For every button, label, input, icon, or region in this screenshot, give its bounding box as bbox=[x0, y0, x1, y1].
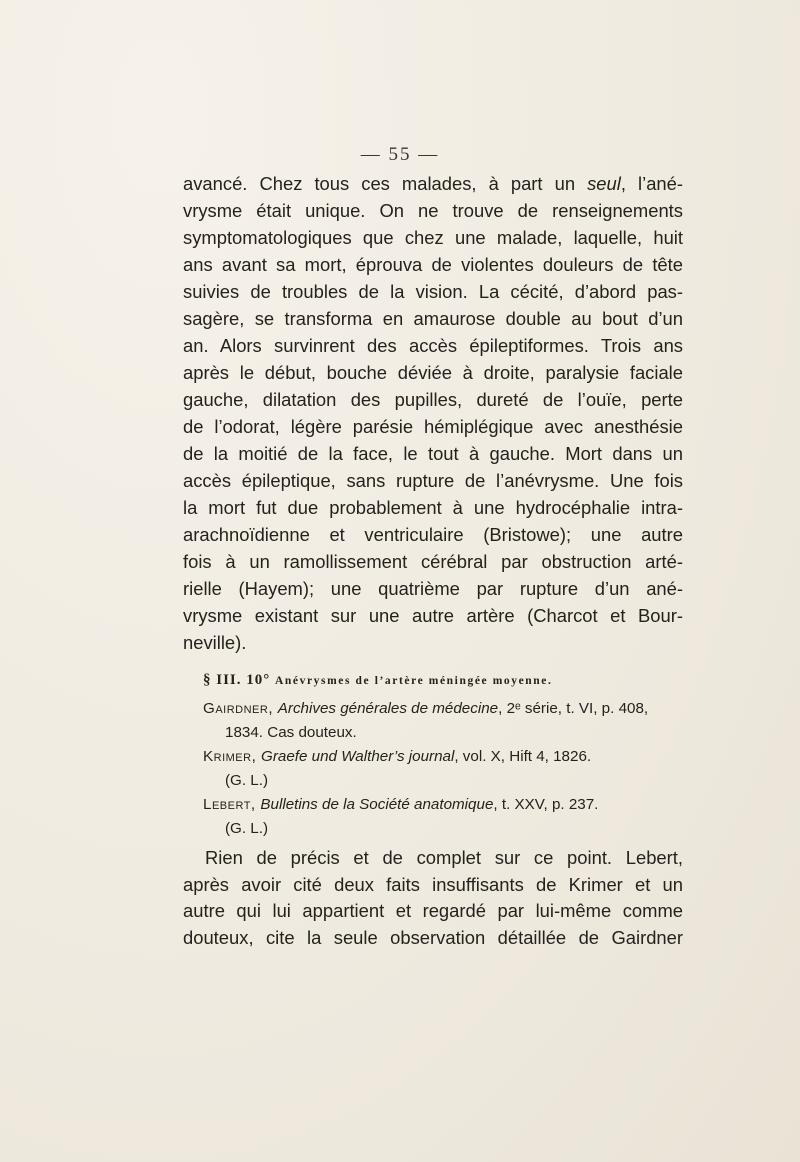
reference-title: Bulletins de la Société anatomique bbox=[260, 796, 494, 813]
text-line: la mort fut due probablement à une hydrocéphalie intra- bbox=[183, 497, 683, 518]
page-number: — 55 — bbox=[360, 144, 440, 165]
text-line: avancé. Chez tous ces malades, à part un seul, l’ané- bbox=[183, 173, 683, 194]
reference-author: Krimer, bbox=[203, 748, 262, 765]
reference-list bbox=[203, 697, 683, 841]
reference-title: Graefe und Walther’s journal bbox=[261, 748, 455, 765]
text-line: rielle (Hayem); une quatrième par rupture d’un ané- bbox=[183, 578, 683, 599]
reference-entry bbox=[203, 697, 683, 745]
text-line: après le début, bouche déviée à droite, paralysie faciale bbox=[183, 362, 683, 383]
text-line: de l’odorat, légère parésie hémiplégique avec anesthésie bbox=[183, 416, 683, 437]
text-line: symptomatologiques que chez une malade, laquelle, huit bbox=[183, 227, 683, 248]
text-line: arachnoïdienne et ventriculaire (Bristowe); une autre bbox=[183, 524, 683, 545]
text-line: suivies de troubles de la vision. La cécité, d’abord pas- bbox=[183, 281, 683, 302]
text-line: an. Alors survinrent des accès épileptiformes. Trois ans bbox=[183, 335, 683, 356]
body-paragraph-2 bbox=[183, 845, 683, 951]
reference-entry bbox=[203, 745, 683, 793]
text-line: douteux, cite la seule observation détaillée de Gairdner bbox=[183, 926, 683, 948]
section-number: § III. 10° bbox=[203, 672, 276, 688]
reference-details: , vol. X, Hift 4, 1826. bbox=[454, 748, 592, 765]
reference-continuation: (G. L.) bbox=[225, 772, 269, 789]
text-line: de la moitié de la face, le tout à gauche. Mort dans un bbox=[183, 443, 683, 464]
reference-author: Lebert, bbox=[203, 796, 261, 813]
reference-continuation: 1834. Cas douteux. bbox=[225, 724, 357, 741]
section-title: Anévrysmes de l’artère méningée moyenne. bbox=[275, 675, 553, 687]
text-line: Rien de précis et de complet sur ce point. Lebert, bbox=[205, 847, 683, 868]
text-line: gauche, dilatation des pupilles, dureté de l’ouïe, perte bbox=[183, 389, 683, 410]
reference-details: , t. XXV, p. 237. bbox=[493, 796, 599, 813]
text-line: sagère, se transforma en amaurose double au bout d’un bbox=[183, 308, 683, 329]
text-line: accès épileptique, sans rupture de l’anévrysme. Une fois bbox=[183, 470, 683, 491]
text-line: vrysme existant sur une autre artère (Charcot et Bour- bbox=[183, 605, 683, 626]
text-line: ans avant sa mort, éprouva de violentes douleurs de tête bbox=[183, 254, 683, 275]
reference-details: , 2ᵉ série, t. VI, p. 408, bbox=[498, 700, 649, 717]
reference-author: Gairdner, bbox=[203, 700, 278, 717]
text-line: vrysme était unique. On ne trouve de renseignements bbox=[183, 200, 683, 221]
body-paragraph bbox=[183, 170, 683, 656]
text-line: après avoir cité deux faits insuffisants de Krimer et un bbox=[183, 873, 683, 895]
text-line: neville). bbox=[183, 632, 247, 653]
text-line: fois à un ramollissement cérébral par obstruction arté- bbox=[183, 551, 683, 572]
reference-title: Archives générales de médecine bbox=[277, 700, 499, 717]
reference-continuation: (G. L.) bbox=[225, 820, 269, 837]
text-line: autre qui lui appartient et regardé par lui-même comme bbox=[183, 900, 683, 922]
reference-entry bbox=[203, 793, 683, 841]
section-heading bbox=[203, 672, 552, 689]
